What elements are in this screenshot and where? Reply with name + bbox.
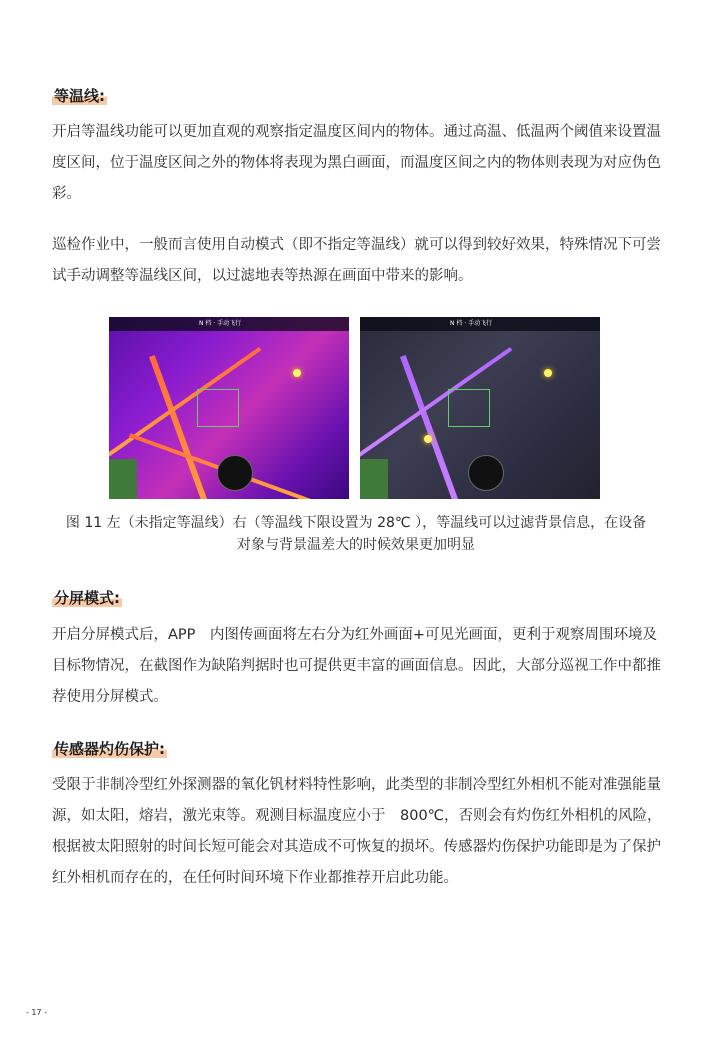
hotspot-marker	[544, 369, 552, 377]
split-screen-paragraph: 开启分屏模式后，APP 内图传画面将左右分为红外画面+可见光画面，更利于观察周围环境及目标物情况，在截图作为缺陷判据时也可提供更丰富的画面信息。因此，大部分巡视工作中都推荐使用分屏模式。	[52, 627, 661, 705]
split-screen-heading: 分屏模式:	[54, 589, 120, 607]
thermal-image-isotherm-28c	[360, 317, 600, 499]
app-status-bar	[360, 317, 600, 331]
hotspot-marker	[293, 369, 301, 377]
flight-mode-label: N 档 · 手动飞行	[450, 320, 493, 327]
target-reticle	[448, 389, 490, 427]
minimap	[360, 459, 388, 499]
sensor-protection-paragraph: 受限于非制冷型红外探测器的氧化钒材料特性影响，此类型的非制冷型红外相机不能对准强能量源，如太阳，熔岩，激光束等。观测目标温度应小于 800℃，否则会有灼伤红外相机的风险，根据被太阳照射的时间长短可能会对其造成不可恢复的损坏。传感器灼伤保护功能即是为了保护红外相机而存在的，在任何时间环境下作业都推荐开启此功能。	[52, 777, 662, 886]
sensor-protection-heading: 传感器灼伤保护:	[54, 740, 165, 758]
isotherm-paragraph-2: 巡检作业中，一般而言使用自动模式（即不指定等温线）就可以得到较好效果，特殊情况下可尝试手动调整等温线区间，以过滤地表等热源在画面中带来的影响。	[52, 237, 661, 284]
figure-caption-line-2: 对象与背景温差大的时候效果更加明显	[237, 537, 475, 553]
minimap	[109, 459, 137, 499]
compass-icon	[217, 455, 253, 491]
hotspot-marker	[424, 435, 432, 443]
flight-mode-label: N 档 · 手动飞行	[199, 320, 242, 327]
page-number: - 17 -	[26, 1008, 48, 1017]
thermal-image-no-isotherm	[109, 317, 349, 499]
isotherm-heading: 等温线:	[54, 87, 105, 105]
isotherm-paragraph-1: 开启等温线功能可以更加直观的观察指定温度区间内的物体。通过高温、低温两个阈值来设置温度区间，位于温度区间之外的物体将表现为黑白画面，而温度区间之内的物体则表现为对应伪色彩。	[52, 124, 661, 202]
compass-icon	[468, 455, 504, 491]
app-status-bar	[109, 317, 349, 331]
thermal-comparison-figure	[109, 317, 600, 499]
target-reticle	[197, 389, 239, 427]
figure-caption	[40, 512, 672, 556]
figure-caption-line-1: 图 11 左（未指定等温线）右（等温线下限设置为 28℃ ），等温线可以过滤背景信息，在设备	[65, 515, 647, 531]
